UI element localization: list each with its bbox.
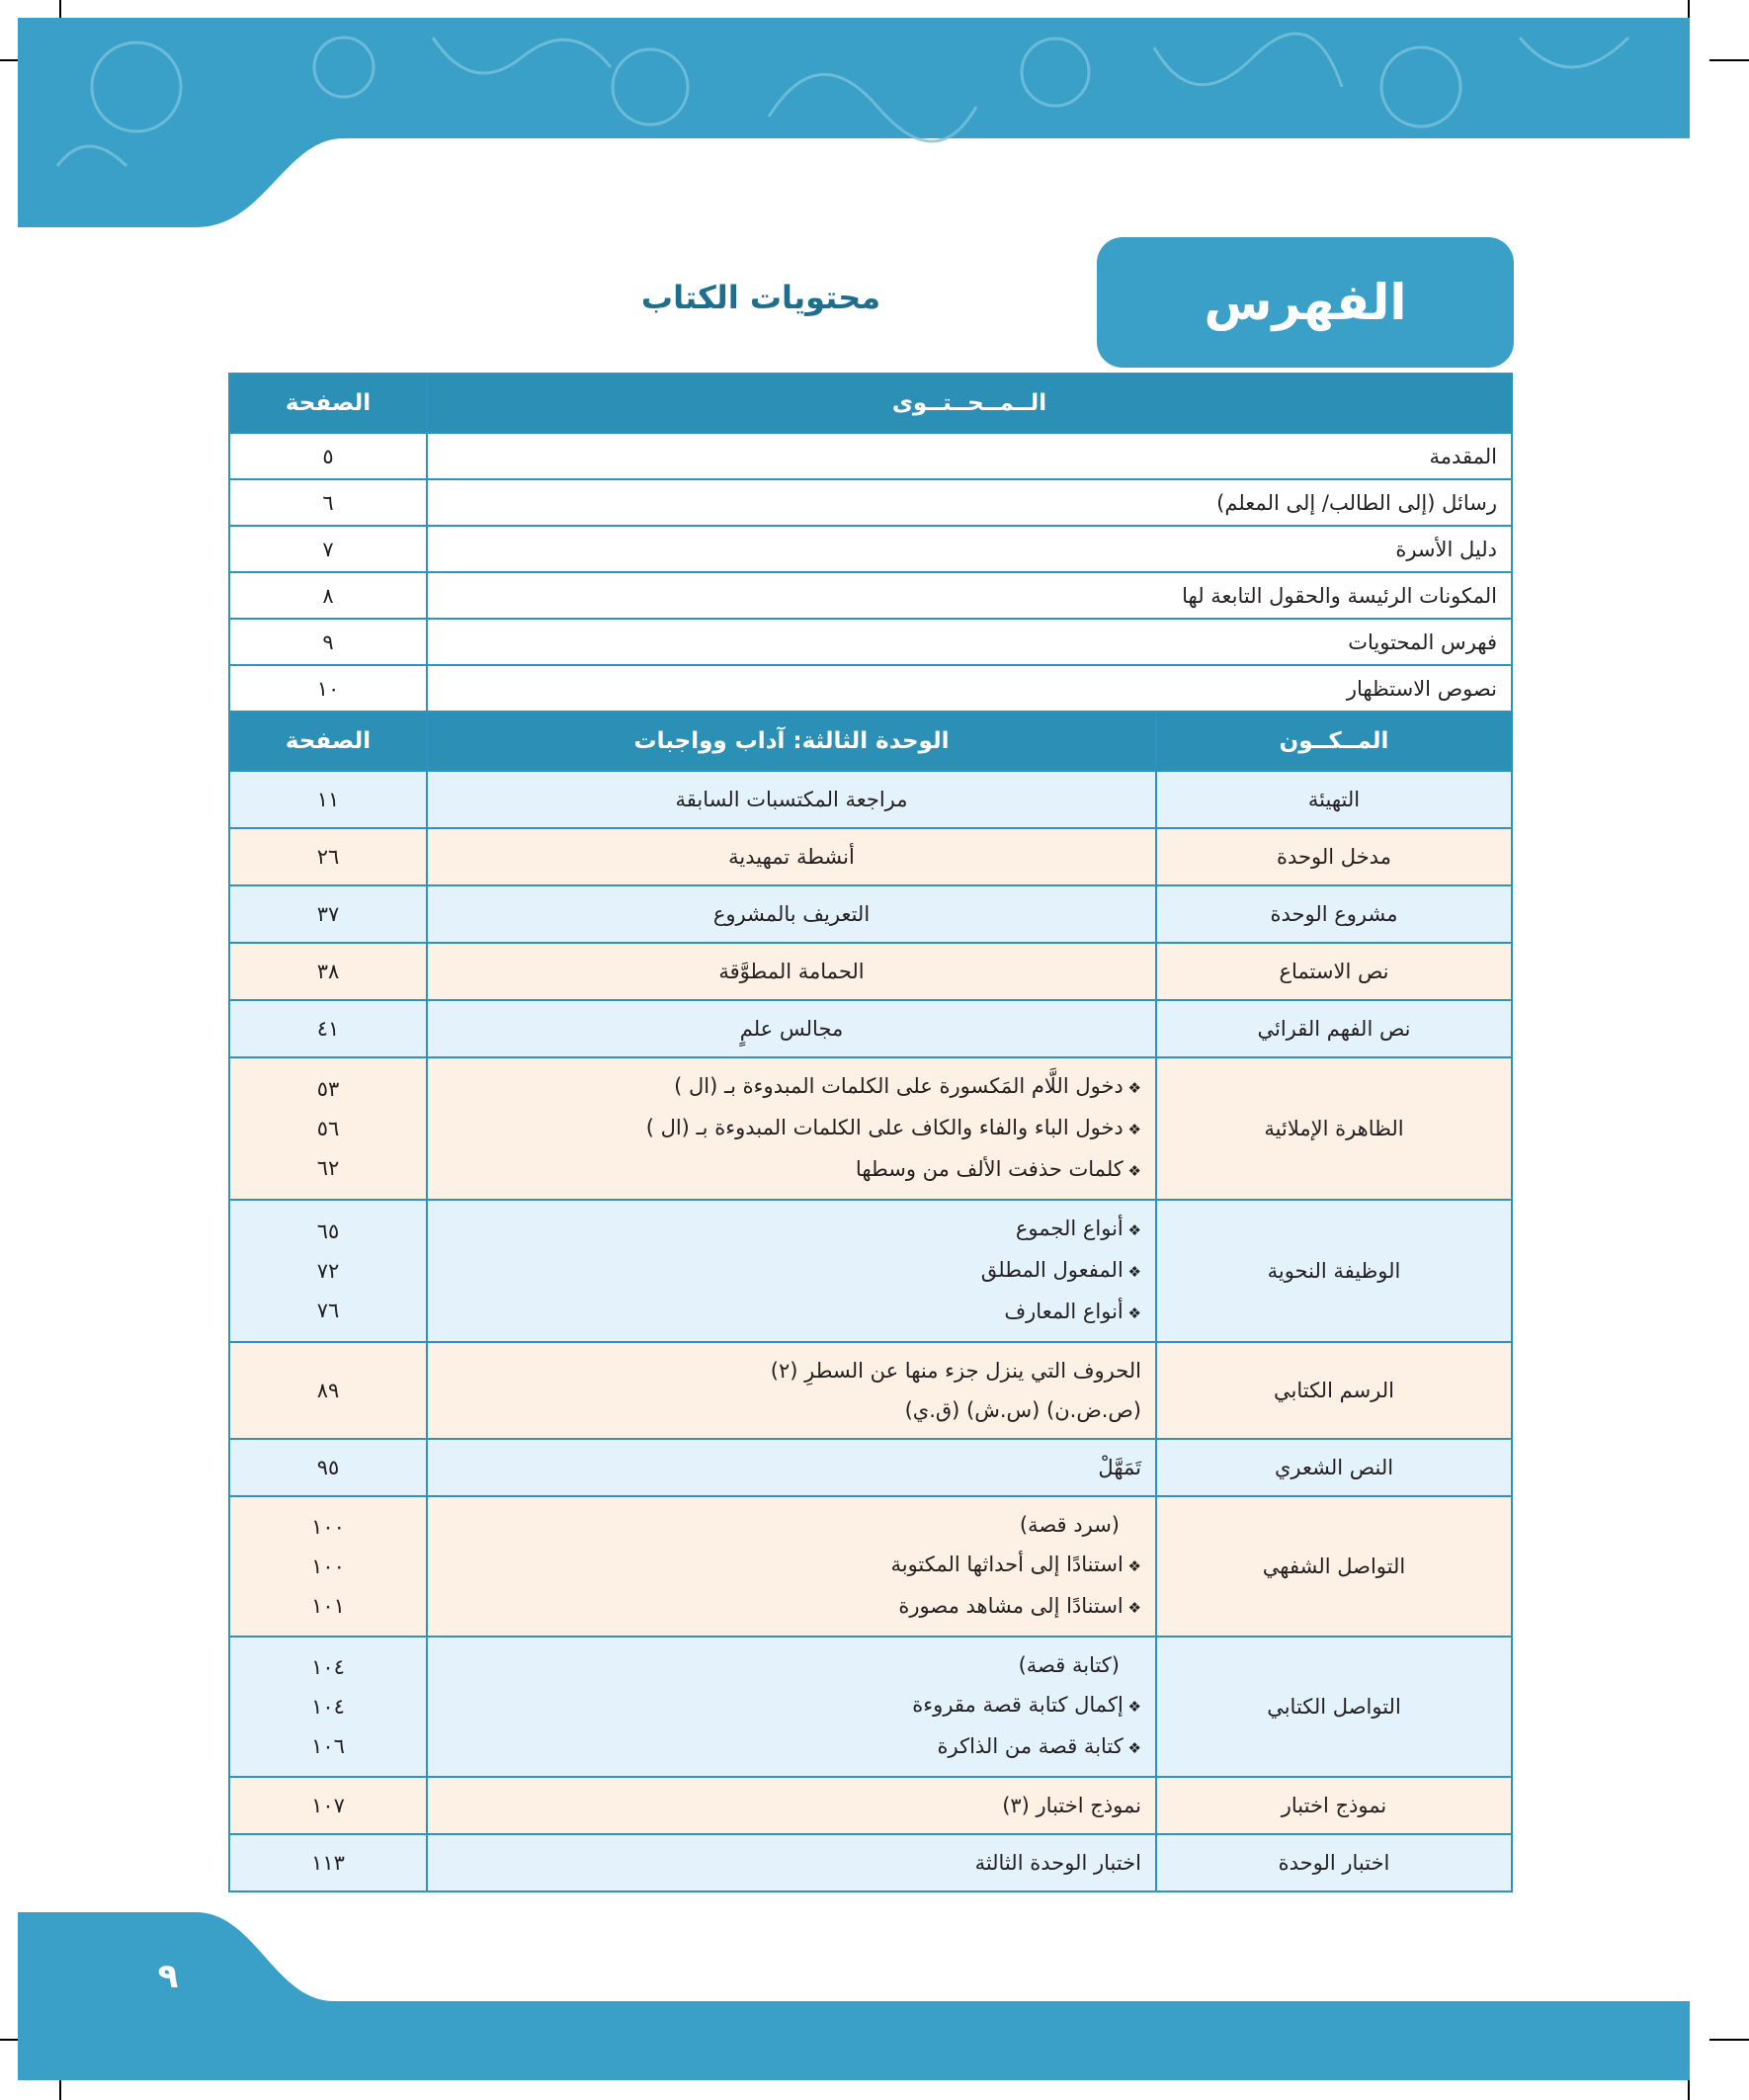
unit-row-page [229,1496,427,1637]
unit-row [229,1057,1512,1200]
unit-row-content [427,1342,1156,1439]
content-line: التعريف بالمشروع [712,902,871,926]
unit-row-content [427,1000,1156,1057]
page-number-cell: ١١٣ [311,1851,345,1875]
unit-row-content [427,1496,1156,1637]
page-number-cell: ٤١ [316,1017,340,1041]
page-number-cell: ٥٣ [316,1077,340,1101]
page-number: ٩ [157,1957,179,1996]
content-line: ❖ استنادًا إلى مشاهد مصورة [442,1586,1141,1628]
page-number-cell: ١٠٠ [311,1554,345,1578]
unit-row [229,1834,1512,1891]
unit-row-page [229,1834,427,1891]
page-number-cell: ٦٢ [316,1156,340,1180]
intro-row-page: ٦ [229,479,427,526]
unit-row-page [229,885,427,943]
content-line: الحروف التي ينزل جزء منها عن السطرِ (٢) [770,1359,1141,1383]
unit-row [229,943,1512,1000]
unit-row-page [229,1637,427,1777]
page-number-cell: ٥٦ [316,1117,340,1140]
intro-row [229,433,1512,479]
unit-row-content [427,1439,1156,1496]
unit-row [229,1000,1512,1057]
unit-row-component: الوظيفة النحوية [1156,1200,1512,1342]
unit-row-component: التواصل الكتابي [1156,1637,1512,1777]
intro-row-content: دليل الأسرة [427,526,1512,572]
intro-row-content: المكونات الرئيسة والحقول التابعة لها [427,572,1512,619]
content-line: ❖ أنواع المعارف [442,1292,1141,1333]
header-content: الــمــحــتــوى [427,374,1512,433]
page-number-cell: ٣٨ [316,960,340,983]
unit-row [229,1200,1512,1342]
page-number-cell: ٩٥ [316,1456,340,1479]
content-line: الحمامة المطوَّقة [718,960,865,983]
intro-row [229,572,1512,619]
unit-row-page [229,1057,427,1200]
unit-row-page [229,771,427,828]
content-line: ❖ دخول اللَّام المَكسورة على الكلمات المبدوءة بـ (ال ) [442,1066,1141,1108]
content-line: ❖ المفعول المطلق [442,1250,1141,1292]
content-line: ❖ استنادًا إلى أحداثها المكتوبة [442,1545,1141,1586]
unit-row-component: الظاهرة الإملائية [1156,1057,1512,1200]
unit-row-component: التواصل الشفهي [1156,1496,1512,1637]
unit-row-component: مشروع الوحدة [1156,885,1512,943]
unit-row-component: نص الفهم القرائي [1156,1000,1512,1057]
intro-row [229,619,1512,665]
page-number-cell: ١٠٦ [311,1734,345,1758]
intro-row-content: رسائل (إلى الطالب/ إلى المعلم) [427,479,1512,526]
page-number-cell: ١٠١ [311,1594,345,1618]
crop-mark [1709,59,1749,61]
page-number-cell: ١٠٧ [311,1794,345,1817]
intro-row-page: ٥ [229,433,427,479]
unit-row-component: التهيئة [1156,771,1512,828]
content-line: ❖ إكمال كتابة قصة مقروءة [442,1685,1141,1726]
page-number-cell: ١٠٤ [311,1695,345,1719]
page-number-cell: ٣٧ [316,902,340,926]
unit-row [229,1777,1512,1834]
header-decoration [18,18,1690,227]
page-number-cell: ١٠٤ [311,1655,345,1679]
content-line: تَمَهَّلْ [1098,1456,1141,1479]
book-contents-subtitle: محتويات الكتاب [640,279,881,316]
unit-row-page [229,1342,427,1439]
unit-row [229,1342,1512,1439]
unit-row-content [427,771,1156,828]
contents-table [228,373,1513,1892]
unit-row-content [427,943,1156,1000]
unit-row [229,828,1512,885]
content-line: أنشطة تمهيدية [728,845,855,869]
content-line: نموذج اختبار (٣) [1002,1794,1141,1817]
unit-row [229,771,1512,828]
content-line: مراجعة المكتسبات السابقة [675,788,908,811]
content-line: ❖ دخول الباء والفاء والكاف على الكلمات المبدوءة بـ (ال ) [442,1108,1141,1149]
content-line: (ص.ض.ن) (س.ش) (ق.ي) [904,1398,1141,1422]
unit-row [229,1637,1512,1777]
unit-row-content [427,1057,1156,1200]
header-unit: الوحدة الثالثة: آداب وواجبات [427,712,1156,771]
unit-row-component: اختبار الوحدة [1156,1834,1512,1891]
unit-row-component: نص الاستماع [1156,943,1512,1000]
unit-table-header [229,712,1512,771]
content-line: ❖ كتابة قصة من الذاكرة [442,1726,1141,1768]
unit-row-content [427,1637,1156,1777]
page-number-cell: ١١ [316,788,340,811]
index-title-tab [1097,237,1514,368]
unit-row [229,885,1512,943]
header-component: المــكــون [1156,712,1512,771]
intro-row-page: ٩ [229,619,427,665]
content-line: (سرد قصة) [1019,1513,1120,1537]
unit-row-component: النص الشعري [1156,1439,1512,1496]
unit-row-page [229,1439,427,1496]
unit-row-content [427,885,1156,943]
intro-table-header [229,374,1512,433]
unit-row [229,1439,1512,1496]
unit-row-page [229,1200,427,1342]
page-number-cell: ٧٦ [316,1299,340,1322]
content-line: اختبار الوحدة الثالثة [974,1851,1141,1875]
footer-decoration [18,1912,1690,2080]
intro-row-content: فهرس المحتويات [427,619,1512,665]
page-number-cell: ٦٥ [316,1219,340,1243]
intro-row [229,665,1512,712]
intro-row [229,479,1512,526]
content-line: (كتابة قصة) [1018,1653,1120,1677]
unit-row-page [229,1000,427,1057]
intro-row-content: نصوص الاستظهار [427,665,1512,712]
page-number-cell: ٨٩ [316,1379,340,1402]
unit-row-content [427,828,1156,885]
page-number-cell: ٢٦ [316,845,340,869]
content-line: ❖ كلمات حذفت الألف من وسطها [442,1149,1141,1191]
intro-row [229,526,1512,572]
unit-row-page [229,943,427,1000]
unit-row-component: مدخل الوحدة [1156,828,1512,885]
unit-row-content [427,1200,1156,1342]
content-line: ❖ أنواع الجموع [442,1209,1141,1250]
intro-row-content: المقدمة [427,433,1512,479]
intro-row-page: ٨ [229,572,427,619]
header-page: الصفحة [229,712,427,771]
page-number-cell: ١٠٠ [311,1515,345,1539]
page-title: الفهرس [1204,274,1407,331]
unit-row [229,1496,1512,1637]
unit-row-content [427,1834,1156,1891]
crop-mark [1709,2039,1749,2041]
content-line: مجالس علمٍ [739,1017,844,1041]
header-page: الصفحة [229,374,427,433]
unit-row-content [427,1777,1156,1834]
page-number-cell: ٧٢ [316,1259,340,1283]
intro-row-page: ٧ [229,526,427,572]
unit-row-component: الرسم الكتابي [1156,1342,1512,1439]
intro-row-page: ١٠ [229,665,427,712]
unit-row-page [229,1777,427,1834]
unit-row-page [229,828,427,885]
unit-row-component: نموذج اختبار [1156,1777,1512,1834]
